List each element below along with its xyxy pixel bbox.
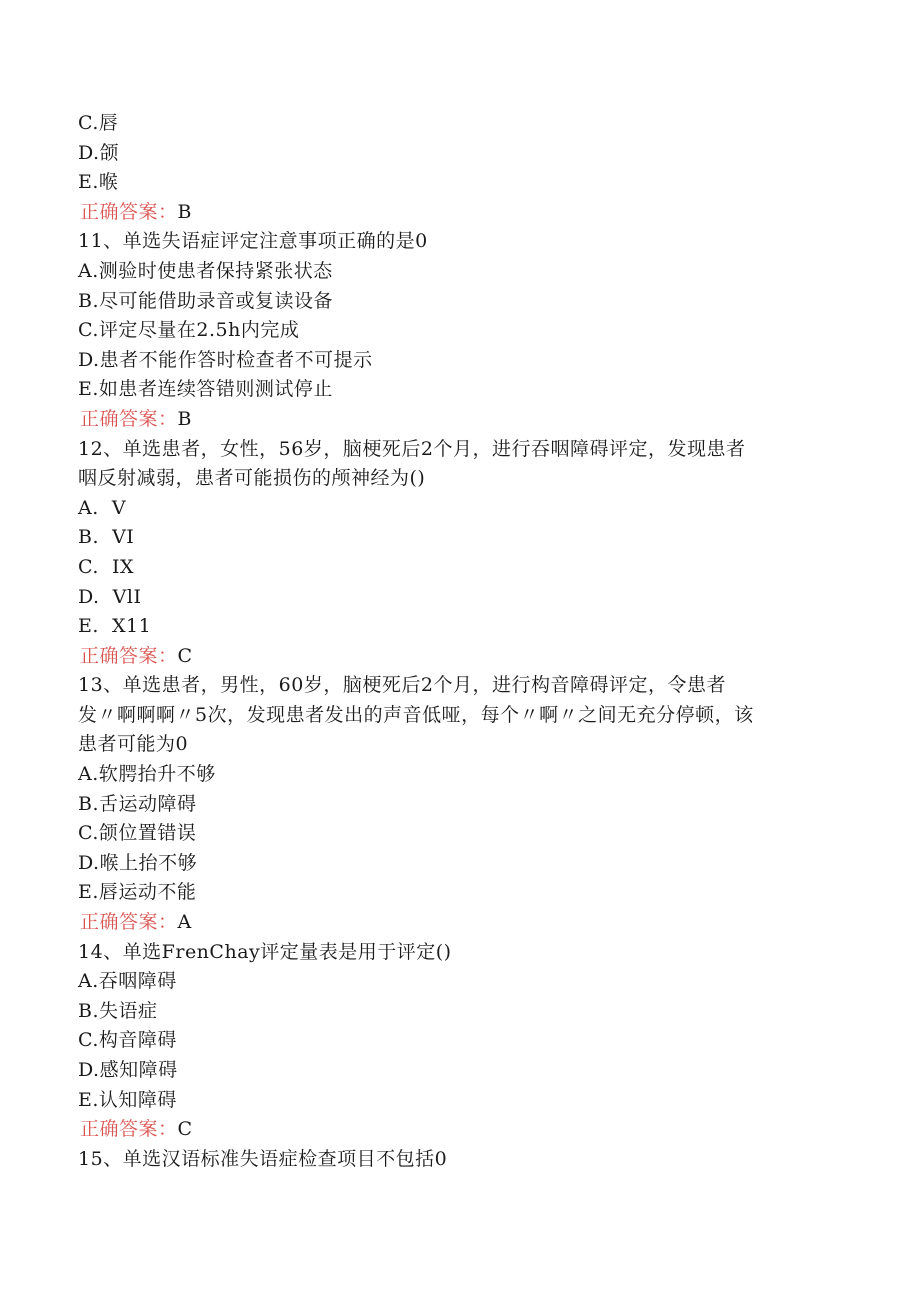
option-e: E.认知障碍 — [78, 1088, 177, 1111]
option-a: A.测验时使患者保持紧张状态 — [78, 259, 333, 282]
option-e: E.喉 — [78, 171, 119, 194]
option-e: E.唇运动不能 — [78, 881, 197, 904]
option-d: D.喉上抬不够 — [78, 851, 198, 874]
option-b: B.尽可能借助录音或复读设备 — [78, 289, 334, 312]
question-12-stem-line-1: 12、单选患者，女性，56岁，脑梗死后2个月，进行吞咽障碍评定，发现患者 — [78, 437, 746, 460]
correct-answer — [78, 908, 848, 938]
correct-answer — [78, 642, 848, 672]
question-14-stem: 14、单选FrenChay评定量表是用于评定() — [78, 940, 452, 963]
answer-label: 正确答案： — [80, 644, 178, 667]
option-b: B. VI — [78, 526, 135, 549]
question-15-stem: 15、单选汉语标准失语症检查项目不包括0 — [78, 1147, 448, 1170]
question-12-stem-line-2: 咽反射减弱，患者可能损伤的颅神经为() — [78, 467, 426, 490]
answer-value: A — [177, 911, 192, 934]
option-c: C.颌位置错误 — [78, 822, 197, 845]
answer-label: 正确答案： — [80, 200, 178, 223]
answer-value: C — [177, 644, 193, 667]
correct-answer — [78, 405, 848, 435]
option-e: E.如患者连续答错则测试停止 — [78, 378, 333, 401]
option-d: D. VlI — [78, 585, 142, 608]
answer-value: B — [177, 407, 192, 430]
option-c: C.构音障碍 — [78, 1029, 177, 1052]
document-content — [78, 109, 848, 1174]
question-13-stem-line-3: 患者可能为0 — [78, 733, 189, 756]
option-c: C.评定尽量在2.5h内完成 — [78, 319, 300, 342]
answer-label: 正确答案： — [80, 407, 178, 430]
answer-value: C — [177, 1118, 193, 1141]
option-a: A.软腭抬升不够 — [78, 763, 216, 786]
option-c: C.唇 — [78, 112, 119, 134]
option-c: C. IX — [78, 555, 135, 578]
correct-answer — [78, 1115, 848, 1145]
option-d: D.患者不能作答时检查者不可提示 — [78, 348, 373, 371]
answer-label: 正确答案： — [80, 911, 178, 934]
option-d: D.颌 — [78, 141, 120, 164]
option-b: B.舌运动障碍 — [78, 792, 197, 815]
question-13-stem-line-2: 发〃啊啊啊〃5次，发现患者发出的声音低哑，每个〃啊〃之间无充分停顿，该 — [78, 703, 754, 726]
option-d: D.感知障碍 — [78, 1059, 178, 1081]
correct-answer — [78, 198, 848, 228]
answer-value: B — [177, 200, 192, 223]
option-b: B.失语症 — [78, 999, 158, 1022]
option-a: A.吞咽障碍 — [78, 970, 177, 993]
question-13-stem-line-1: 13、单选患者，男性，60岁，脑梗死后2个月，进行构音障碍评定，令患者 — [78, 674, 726, 697]
option-a: A. V — [78, 496, 127, 519]
option-e: E. X11 — [78, 615, 152, 638]
question-11-stem: 11、单选失语症评定注意事项正确的是0 — [78, 230, 428, 253]
answer-label: 正确答案： — [80, 1118, 178, 1141]
